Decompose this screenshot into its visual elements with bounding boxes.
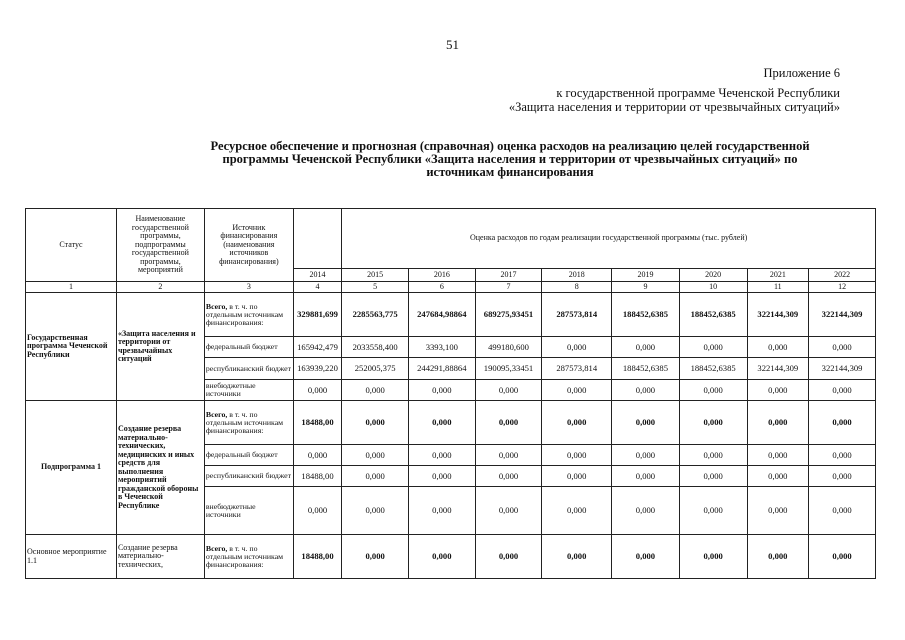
value-cell: 188452,6385 [612, 358, 680, 380]
value-cell: 0,000 [612, 535, 680, 579]
value-cell: 0,000 [612, 401, 680, 445]
value-cell: 0,000 [408, 487, 475, 535]
column-number-row [26, 282, 876, 293]
value-cell: 0,000 [679, 337, 747, 358]
value-cell: 0,000 [542, 535, 612, 579]
year-cell: 2017 [475, 269, 542, 282]
value-cell: 0,000 [408, 535, 475, 579]
value-cell: 0,000 [612, 466, 680, 487]
value-cell: 0,000 [747, 487, 809, 535]
column-number: 1 [26, 282, 117, 293]
value-cell: 0,000 [475, 487, 542, 535]
source-cell [204, 293, 293, 337]
year-cell: 2019 [612, 269, 680, 282]
value-cell: 0,000 [809, 337, 876, 358]
value-cell: 0,000 [679, 466, 747, 487]
column-number: 12 [809, 282, 876, 293]
year-cell: 2018 [542, 269, 612, 282]
title-line: Ресурсное обеспечение и прогнозная (справочная) оценка расходов на реализацию целей государственной [210, 139, 810, 153]
source-total-rest: в т. ч. по отдельным источникам финансирования: [205, 301, 284, 327]
value-cell: 18488,00 [293, 466, 342, 487]
value-cell: 0,000 [747, 401, 809, 445]
header-name: Наименование государственной программы, подпрограммы государственной программы, мероприятий [116, 209, 204, 282]
status-cell: Основное мероприятие 1.1 [26, 535, 117, 579]
header-blank [293, 209, 342, 269]
source-total-bold: Всего, [205, 543, 228, 553]
year-cell: 2014 [293, 269, 342, 282]
appendix-block [509, 66, 840, 114]
value-cell: 0,000 [747, 445, 809, 466]
column-number: 11 [747, 282, 809, 293]
source-cell: федеральный бюджет [204, 445, 293, 466]
page-number: 51 [446, 37, 459, 52]
value-cell: 0,000 [542, 380, 612, 401]
value-cell: 322144,309 [747, 293, 809, 337]
value-cell: 499180,600 [475, 337, 542, 358]
value-cell: 0,000 [293, 487, 342, 535]
source-cell: внебюджетные источники [204, 487, 293, 535]
value-cell: 287573,814 [542, 293, 612, 337]
header-estimate: Оценка расходов по годам реализации государственной программы (тыс. рублей) [342, 209, 876, 269]
value-cell: 0,000 [612, 445, 680, 466]
value-cell: 0,000 [293, 380, 342, 401]
year-cell: 2021 [747, 269, 809, 282]
value-cell: 0,000 [475, 535, 542, 579]
value-cell: 188452,6385 [679, 358, 747, 380]
value-cell: 0,000 [293, 445, 342, 466]
table-row [26, 535, 876, 579]
title-line: программы Чеченской Республики «Защита населения и территории от чрезвычайных ситуаций» по [222, 152, 798, 166]
value-cell: 163939,220 [293, 358, 342, 380]
value-cell: 0,000 [612, 337, 680, 358]
year-cell: 2022 [809, 269, 876, 282]
value-cell: 0,000 [809, 466, 876, 487]
appendix-line: к государственной программе Чеченской Республики [556, 86, 840, 100]
value-cell: 0,000 [612, 380, 680, 401]
value-cell: 0,000 [679, 401, 747, 445]
column-number: 4 [293, 282, 342, 293]
value-cell: 0,000 [342, 535, 409, 579]
value-cell: 0,000 [408, 401, 475, 445]
column-number: 7 [475, 282, 542, 293]
value-cell: 0,000 [809, 535, 876, 579]
year-cell: 2015 [342, 269, 409, 282]
title-line: источникам финансирования [426, 165, 594, 179]
column-number: 10 [679, 282, 747, 293]
value-cell: 0,000 [747, 380, 809, 401]
name-cell: Создание резерва материально-технических, [116, 535, 204, 579]
year-cell: 2016 [408, 269, 475, 282]
value-cell: 0,000 [475, 466, 542, 487]
value-cell: 0,000 [342, 380, 409, 401]
value-cell: 329881,699 [293, 293, 342, 337]
value-cell: 0,000 [612, 487, 680, 535]
document-title [160, 140, 860, 179]
value-cell: 0,000 [542, 401, 612, 445]
source-cell [204, 401, 293, 445]
value-cell: 287573,814 [542, 358, 612, 380]
name-cell: «Защита населения и территории от чрезвычайных ситуаций [116, 293, 204, 401]
resource-table [25, 208, 876, 579]
value-cell: 0,000 [809, 401, 876, 445]
value-cell: 0,000 [475, 380, 542, 401]
source-total-rest: в т. ч. по отдельным источникам финансирования: [205, 543, 284, 569]
value-cell: 689275,93451 [475, 293, 542, 337]
value-cell: 0,000 [747, 466, 809, 487]
value-cell: 0,000 [679, 535, 747, 579]
value-cell: 0,000 [679, 445, 747, 466]
value-cell: 0,000 [342, 466, 409, 487]
value-cell: 18488,00 [293, 401, 342, 445]
value-cell: 322144,309 [809, 293, 876, 337]
value-cell: 0,000 [747, 337, 809, 358]
value-cell: 0,000 [747, 535, 809, 579]
name-cell: Создание резерва материально-технических, медицинских и иных средств для выполнения мероприятий гражданской обороны в Чеченской Республике [116, 401, 204, 535]
value-cell: 0,000 [542, 445, 612, 466]
value-cell: 188452,6385 [612, 293, 680, 337]
value-cell: 0,000 [408, 380, 475, 401]
value-cell: 0,000 [809, 380, 876, 401]
value-cell: 247684,98864 [408, 293, 475, 337]
value-cell: 0,000 [408, 445, 475, 466]
value-cell: 0,000 [679, 380, 747, 401]
source-cell [204, 535, 293, 579]
value-cell: 2285563,775 [342, 293, 409, 337]
value-cell: 0,000 [475, 401, 542, 445]
year-cell: 2020 [679, 269, 747, 282]
value-cell: 0,000 [542, 337, 612, 358]
column-number: 3 [204, 282, 293, 293]
source-cell: республиканский бюджет [204, 358, 293, 380]
value-cell: 0,000 [542, 466, 612, 487]
table-row [26, 293, 876, 337]
source-total-bold: Всего, [205, 301, 228, 311]
column-number: 5 [342, 282, 409, 293]
value-cell: 190095,33451 [475, 358, 542, 380]
header-row [26, 209, 876, 269]
value-cell: 322144,309 [747, 358, 809, 380]
value-cell: 0,000 [809, 445, 876, 466]
column-number: 2 [116, 282, 204, 293]
value-cell: 165942,479 [293, 337, 342, 358]
appendix-line: «Защита населения и территории от чрезвычайных ситуаций» [508, 100, 840, 114]
value-cell: 252005,375 [342, 358, 409, 380]
value-cell: 0,000 [342, 487, 409, 535]
value-cell: 0,000 [809, 487, 876, 535]
value-cell: 0,000 [342, 445, 409, 466]
source-cell: федеральный бюджет [204, 337, 293, 358]
column-number: 9 [612, 282, 680, 293]
value-cell: 0,000 [475, 445, 542, 466]
value-cell: 244291,88864 [408, 358, 475, 380]
source-total-bold: Всего, [205, 409, 228, 419]
table-row [26, 401, 876, 445]
header-source: Источник финансирования (наименования источников финансирования) [204, 209, 293, 282]
status-cell: Государственная программа Чеченской Республики [26, 293, 117, 401]
column-number: 8 [542, 282, 612, 293]
value-cell: 0,000 [679, 487, 747, 535]
appendix-title: Приложение 6 [763, 66, 840, 80]
value-cell: 188452,6385 [679, 293, 747, 337]
column-number: 6 [408, 282, 475, 293]
value-cell: 0,000 [542, 487, 612, 535]
value-cell: 0,000 [408, 466, 475, 487]
status-cell: Подпрограмма 1 [26, 401, 117, 535]
value-cell: 322144,309 [809, 358, 876, 380]
value-cell: 2033558,400 [342, 337, 409, 358]
value-cell: 18488,00 [293, 535, 342, 579]
header-status: Статус [26, 209, 117, 282]
source-total-rest: в т. ч. по отдельным источникам финансирования: [205, 409, 284, 435]
source-cell: республиканский бюджет [204, 466, 293, 487]
source-cell: внебюджетные источники [204, 380, 293, 401]
value-cell: 0,000 [342, 401, 409, 445]
value-cell: 3393,100 [408, 337, 475, 358]
